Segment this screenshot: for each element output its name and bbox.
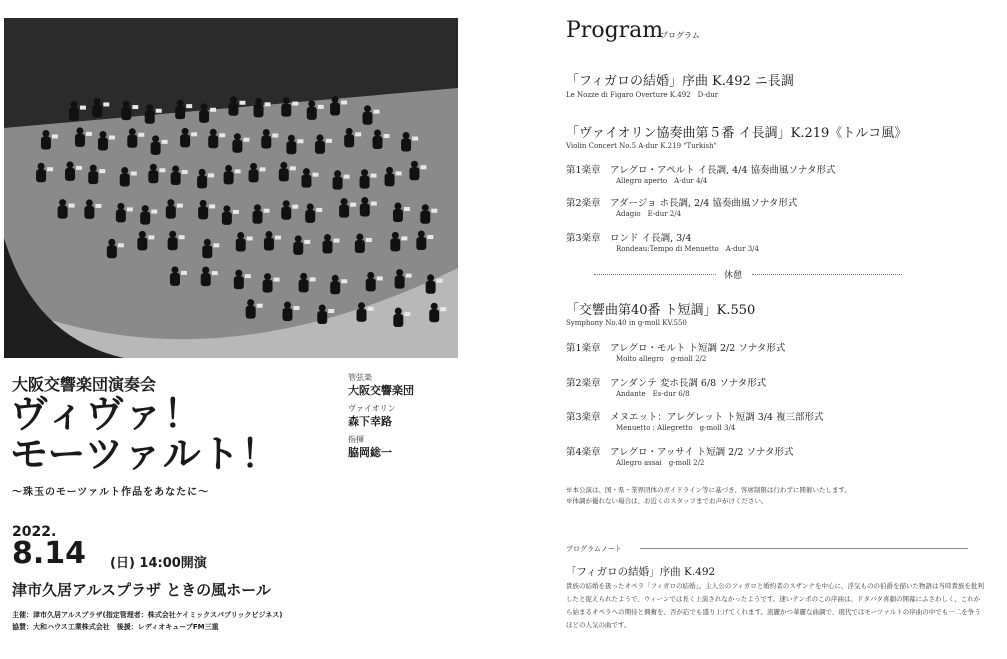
music-stand [212, 271, 218, 275]
musician-body [330, 103, 340, 116]
musician-body [140, 212, 150, 225]
musician-body [197, 175, 207, 188]
musician-head [396, 269, 403, 276]
program-note-label: プログラムノート [566, 545, 622, 553]
musician-head [392, 232, 399, 239]
musician-body [166, 206, 176, 219]
music-stand [156, 109, 162, 113]
musician-body [363, 112, 373, 125]
music-stand [292, 102, 298, 106]
musician-body [121, 107, 131, 120]
musician-head [374, 130, 381, 137]
musician-head [308, 100, 315, 107]
musician-head [283, 97, 290, 104]
musician-body [393, 314, 403, 327]
music-stand [265, 102, 271, 106]
musician-head [341, 198, 348, 205]
musician-body [201, 273, 211, 286]
event-date: 8.14 [12, 536, 87, 571]
music-stand [260, 167, 266, 171]
musician-head [129, 128, 136, 135]
event-venue: 津市久居アルスプラザ ときの風ホール [12, 581, 271, 599]
musician-head [334, 170, 341, 177]
music-stand [366, 238, 372, 242]
musician-body [360, 204, 370, 217]
musician-body [199, 110, 209, 123]
music-stand [162, 140, 168, 144]
musician-head [76, 127, 83, 134]
event-host: 主催：津市久居アルスプラザ(指定管理者：株式会社ケイミックスパブリックビジネス) [12, 611, 283, 619]
musician-body [228, 103, 238, 116]
musician-body [151, 142, 161, 155]
musician-body [299, 279, 309, 292]
music-stand [396, 171, 402, 175]
musician-head [265, 231, 272, 238]
musician-body [401, 139, 411, 152]
movement-sub: Menuetto : Allegretto g-moll 3/4 [616, 424, 736, 432]
musician-head [70, 101, 77, 108]
musician-body [84, 206, 94, 219]
music-stand [243, 138, 249, 142]
music-stand [148, 235, 154, 239]
musician-body [293, 242, 303, 255]
musician-head [182, 128, 189, 135]
music-stand [310, 277, 316, 281]
music-stand [159, 168, 165, 172]
musician-body [281, 207, 291, 220]
piece-subtitle: Le Nozze di Figaro Overture K.492 D-dur [566, 91, 719, 99]
musician-head [235, 270, 242, 277]
musician-body [279, 168, 289, 181]
musician-head [42, 130, 49, 137]
musician-head [237, 232, 244, 239]
musician-head [395, 308, 402, 315]
musician-body [261, 136, 271, 149]
musician-body [409, 167, 419, 180]
music-stand [297, 139, 303, 143]
musician-body [355, 240, 365, 253]
movement-sub: Rondeau:Tempo di Menuetto A-dur 3/4 [616, 245, 759, 253]
musician-body [344, 134, 354, 147]
music-stand [99, 169, 105, 173]
music-stand [440, 307, 446, 311]
music-stand [404, 312, 410, 316]
music-stand [420, 165, 426, 169]
musician-body [305, 210, 315, 223]
intermission-rule-left [594, 274, 716, 275]
music-stand [95, 204, 101, 208]
music-stand [235, 169, 241, 173]
musician-head [394, 202, 401, 209]
musician-head [90, 165, 97, 172]
music-stand [69, 204, 75, 208]
music-stand [401, 236, 407, 240]
music-stand [182, 170, 188, 174]
music-stand [103, 102, 109, 106]
movement-label: 第2楽章 アンダンテ 変ホ長調 6/8 ソナタ形式 [566, 378, 767, 389]
musician-head [332, 275, 339, 282]
musician-body [357, 309, 367, 322]
event-day-time: (日) 14:00開演 [110, 556, 207, 571]
musician-body [175, 106, 185, 119]
music-stand [334, 239, 340, 243]
musician-head [255, 98, 262, 105]
musician-body [107, 245, 117, 258]
musician-body [127, 135, 137, 148]
music-stand [151, 210, 157, 214]
musician-body [202, 245, 212, 258]
event-year: 2022. [12, 524, 57, 540]
music-stand [131, 171, 137, 175]
music-stand [274, 278, 280, 282]
musician-head [284, 302, 291, 309]
musician-head [264, 273, 271, 280]
musician-body [69, 108, 79, 121]
musician-body [333, 177, 343, 190]
credit-role: 指揮 [348, 435, 364, 444]
musician-body [234, 276, 244, 289]
musician-head [199, 169, 206, 176]
music-stand [431, 209, 437, 213]
music-stand [355, 132, 361, 136]
program-title-jp: プログラム [660, 31, 700, 40]
musician-body [395, 276, 405, 289]
musician-body [416, 237, 426, 250]
musician-body [281, 104, 291, 117]
musician-body [385, 173, 395, 186]
musician-body [330, 281, 340, 294]
intermission-label: 休憩 [724, 271, 743, 281]
orchestra-photo [4, 18, 458, 358]
musician-head [422, 204, 429, 211]
musician-head [316, 134, 323, 141]
musician-head [403, 132, 410, 139]
musician-head [67, 161, 74, 168]
music-stand [245, 274, 251, 278]
musician-body [168, 237, 178, 250]
music-stand [368, 307, 374, 311]
credit-role: ヴァイオリン [348, 404, 396, 413]
music-stand [257, 304, 263, 308]
musician-body [75, 134, 85, 147]
musician-head [431, 303, 438, 310]
music-stand [233, 210, 239, 214]
music-stand [371, 174, 377, 178]
music-stand [318, 105, 324, 109]
music-stand [304, 240, 310, 244]
musician-body [390, 238, 400, 251]
musician-body [301, 175, 311, 188]
musician-head [361, 197, 368, 204]
music-stand [427, 235, 433, 239]
musician-body [252, 211, 262, 224]
music-stand [80, 106, 86, 110]
musician-head [172, 165, 179, 172]
musician-head [171, 266, 178, 273]
music-stand [127, 207, 133, 211]
music-stand [52, 134, 58, 138]
notice-line: ※体調が優れない場合は、お近くのスタッフまでお声がけください。 [566, 497, 768, 505]
music-stand [341, 279, 347, 283]
musician-body [236, 238, 246, 251]
musician-body [366, 278, 376, 291]
music-stand [132, 105, 138, 109]
music-stand [371, 202, 377, 206]
piece-subtitle: Violin Concert No.5 A-dur K.219 "Turkish" [566, 142, 717, 150]
musician-head [367, 272, 374, 279]
musician-body [249, 169, 259, 182]
event-title-line1: ヴィヴァ！ [10, 392, 203, 436]
musician-body [317, 311, 327, 324]
movement-label: 第3楽章 メヌエット：アレグレット ト短調 3/4 複三部形式 [566, 412, 824, 423]
musician-head [200, 200, 207, 207]
movement-label: 第3楽章 ロンド イ長調, 3/4 [566, 233, 692, 244]
musician-body [58, 206, 68, 219]
program-note-body: 貴族の結婚を扱ったオペラ「フィガロの結婚」。主人公のフィガロと婚約者のスザンナを中心に、浮気ものの伯爵を描いた物語は当時貴族を批判したと捉えられたようで、ウィーンでは長く上演されなかったようです。速いテンポのこの序曲は、ドタバタ喜劇の開幕にふさわしく、これから始まるオペラへの期待と興奮を、否が応でも盛り上げてくれます。流麗かつ華麗な曲調で、現代ではモーツァルトの序曲の中でも一二を争うほどの人気の曲です。 [566, 582, 984, 629]
musician-head [324, 234, 331, 241]
notice-line: ※本公演は、国・県・業界団体のガイドライン等に基づき、客席制限は行わずに開催いたします。 [566, 486, 851, 494]
musician-head [150, 164, 157, 171]
piece-title: 「交響曲第40番 ト短調」K.550 [566, 303, 756, 318]
musician-head [94, 98, 101, 105]
musician-body [339, 205, 349, 218]
musician-head [204, 239, 211, 246]
music-stand [404, 207, 410, 211]
organizer-heading: 大阪交響楽団演奏会 [12, 375, 157, 394]
musician-body [148, 170, 158, 183]
music-stand [181, 271, 187, 275]
music-stand [118, 243, 124, 247]
musician-head [210, 129, 217, 136]
music-stand [177, 204, 183, 208]
musician-head [319, 305, 326, 312]
musician-head [225, 165, 232, 172]
musician-head [332, 96, 339, 103]
musician-head [167, 199, 174, 206]
musician-body [307, 107, 317, 120]
music-stand [316, 208, 322, 212]
musician-body [420, 211, 430, 224]
movement-sub: Adagio E-dur 2/4 [616, 210, 682, 218]
musician-body [373, 136, 383, 149]
music-stand [86, 132, 92, 136]
movement-sub: Allegro assai g-moll 2/2 [616, 459, 705, 467]
musician-head [177, 100, 184, 107]
musician-head [295, 235, 302, 242]
event-subtitle: 〜珠玉のモーツァルト作品をあなたに〜 [12, 487, 210, 498]
musician-body [145, 111, 155, 124]
piece-title: 「フィガロの結婚」序曲 K.492 ニ長調 [566, 74, 794, 89]
musician-head [86, 199, 93, 206]
musician-head [152, 135, 159, 142]
musician-body [360, 176, 370, 189]
musician-head [427, 274, 434, 281]
musician-head [358, 302, 365, 309]
credit-name: 森下幸路 [348, 415, 392, 428]
credit-role: 管弦楽 [348, 373, 372, 382]
movement-label: 第1楽章 アレグロ・アペルト イ長調, 4/4 協奏曲風ソナタ形式 [566, 165, 836, 176]
program-panel [540, 0, 1007, 659]
music-stand [247, 236, 253, 240]
music-stand [377, 276, 383, 280]
musician-head [356, 233, 363, 240]
musician-head [263, 129, 270, 136]
event-title-line2: モーツァルト！ [10, 432, 280, 476]
musician-body [170, 273, 180, 286]
musician-head [121, 167, 128, 174]
musician-body [282, 308, 292, 321]
musician-body [315, 141, 325, 154]
musician-body [224, 171, 234, 184]
musician-body [254, 104, 264, 117]
musician-body [198, 206, 208, 219]
music-stand [219, 133, 225, 137]
musician-head [303, 168, 310, 175]
event-support: 協賛：大和ハウス工業株式会社 後援：レディオキューブFM三重 [12, 623, 219, 631]
piece-title: 「ヴァイオリン協奏曲第５番 イ長調」K.219《トルコ風》 [566, 126, 908, 141]
musician-head [139, 231, 146, 238]
music-stand [412, 137, 418, 141]
musician-head [418, 231, 425, 238]
musician-head [283, 200, 290, 207]
musician-body [120, 173, 130, 186]
musician-head [230, 96, 237, 103]
music-stand [239, 101, 245, 105]
music-stand [76, 166, 82, 170]
music-stand [293, 306, 299, 310]
musician-body [41, 136, 51, 149]
musician-body [264, 238, 274, 251]
musician-head [223, 205, 230, 212]
music-stand [292, 205, 298, 209]
music-stand [384, 134, 390, 138]
program-note-title: 「フィガロの結婚」序曲 K.492 [566, 566, 716, 578]
music-stand [109, 136, 115, 140]
musician-body [323, 241, 333, 254]
musician-body [180, 134, 190, 147]
musician-body [426, 281, 436, 294]
music-stand [272, 134, 278, 138]
musician-body [98, 138, 108, 151]
musician-head [108, 239, 115, 246]
credit-name: 脇岡総一 [348, 446, 392, 459]
music-stand [312, 173, 318, 177]
music-stand [138, 133, 144, 137]
music-stand [341, 101, 347, 105]
music-stand [186, 104, 192, 108]
musician-body [116, 209, 126, 222]
musician-body [246, 306, 256, 319]
program-title: Program [566, 18, 664, 43]
musician-head [38, 163, 45, 170]
musician-head [142, 205, 149, 212]
music-stand [350, 203, 356, 207]
musician-body [232, 140, 242, 153]
musician-head [280, 162, 287, 169]
music-stand [263, 209, 269, 213]
musician-head [361, 169, 368, 176]
musician-body [286, 141, 296, 154]
movement-sub: Andante Es-dur 6/8 [616, 390, 690, 398]
musician-body [137, 237, 147, 250]
music-stand [328, 309, 334, 313]
musician-head [247, 299, 254, 306]
music-stand [275, 236, 281, 240]
musician-body [429, 309, 439, 322]
musician-body [393, 209, 403, 222]
musician-head [346, 128, 353, 135]
musician-head [202, 267, 209, 274]
musician-head [99, 131, 106, 138]
musician-body [36, 169, 46, 182]
music-stand [374, 110, 380, 114]
intermission-rule-right [752, 274, 902, 275]
musician-body [263, 280, 273, 293]
music-stand [326, 139, 332, 143]
movement-label: 第4楽章 アレグロ・アッサイ ト短調 2/2 ソナタ形式 [566, 447, 794, 458]
music-stand [344, 175, 350, 179]
musician-head [254, 204, 261, 211]
musician-head [250, 163, 257, 170]
musician-body [171, 172, 181, 185]
music-stand [208, 173, 214, 177]
music-stand [191, 132, 197, 136]
musician-head [411, 161, 418, 168]
music-stand [290, 166, 296, 170]
credit-name: 大阪交響楽団 [348, 384, 414, 397]
musician-body [88, 171, 98, 184]
musician-head [123, 101, 130, 108]
musician-head [117, 203, 124, 210]
program-note-rule [640, 548, 968, 549]
musician-head [201, 103, 208, 110]
music-stand [213, 243, 219, 247]
musician-head [146, 104, 153, 111]
piece-subtitle: Symphony No.40 in g-moll KV.550 [566, 319, 687, 327]
music-stand [437, 279, 443, 283]
music-stand [47, 167, 53, 171]
musician-head [386, 167, 393, 174]
music-stand [210, 108, 216, 112]
musician-body [92, 104, 102, 117]
musician-head [364, 105, 371, 112]
musician-head [288, 135, 295, 142]
music-stand [179, 235, 185, 239]
movement-sub: Molto allegro g-moll 2/2 [616, 355, 707, 363]
musician-body [222, 212, 232, 225]
movement-label: 第1楽章 アレグロ・モルト ト短調 2/2 ソナタ形式 [566, 343, 786, 354]
musician-head [169, 231, 176, 238]
music-stand [406, 274, 412, 278]
musician-body [65, 168, 75, 181]
music-stand [209, 204, 215, 208]
movement-label: 第2楽章 アダージョ ホ長調, 2/4 協奏曲風ソナタ形式 [566, 198, 798, 209]
movement-sub: Allegro aperto A-dur 4/4 [616, 177, 708, 185]
musician-head [234, 133, 241, 140]
musician-head [300, 273, 307, 280]
musician-body [208, 135, 218, 148]
musician-head [307, 203, 314, 210]
musician-head [59, 199, 66, 206]
